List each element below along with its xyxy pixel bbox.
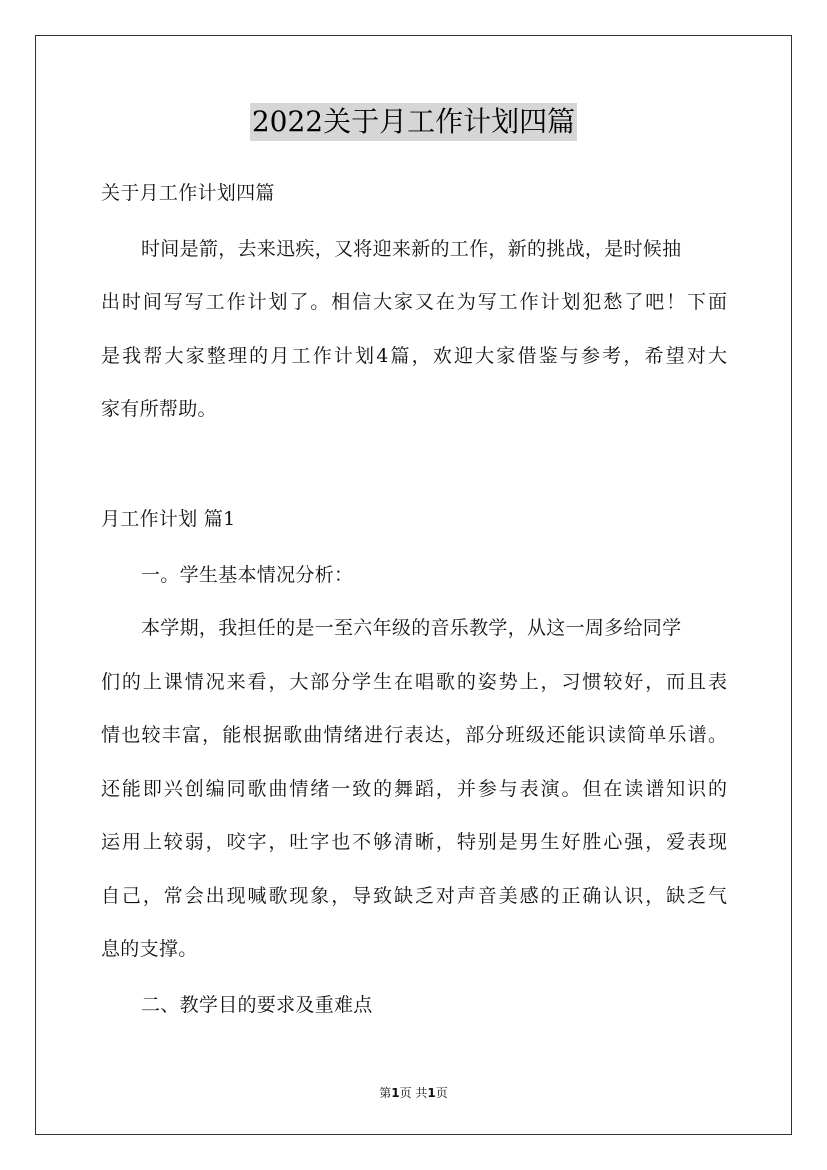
item-heading-2: 二、教学目的要求及重难点: [141, 994, 373, 1016]
footer-page-mid: 页 共: [399, 1086, 428, 1100]
intro-line-2: 出时间写写工作计划了。相信大家又在为写工作计划犯愁了吧！下面: [101, 291, 727, 313]
footer-page-suffix: 页: [435, 1086, 448, 1100]
document-title: 2022关于月工作计划四篇: [250, 103, 577, 141]
title-container: [0, 103, 827, 141]
footer-page-prefix: 第: [379, 1086, 392, 1100]
paragraph-line-3: 情也较丰富，能根据歌曲情绪进行表达，部分班级还能识读简单乐谱。: [101, 724, 727, 746]
section-heading: 月工作计划 篇1: [101, 508, 236, 530]
page-footer: [0, 1085, 827, 1101]
footer-total-pages: 1: [427, 1086, 436, 1100]
paragraph-line-2: 们的上课情况来看，大部分学生在唱歌的姿势上，习惯较好，而且表: [101, 671, 727, 693]
paragraph-line-7: 息的支撑。: [101, 938, 198, 960]
paragraph-line-6: 自己，常会出现喊歌现象，导致缺乏对声音美感的正确认识，缺乏气: [101, 885, 727, 907]
paragraph-line-1: 本学期，我担任的是一至六年级的音乐教学，从这一周多给同学: [141, 617, 682, 639]
paragraph-line-5: 运用上较弱，咬字，吐字也不够清晰，特别是男生好胜心强，爱表现: [101, 831, 727, 853]
footer-page-number: 1: [391, 1086, 400, 1100]
item-heading-1: 一。学生基本情况分析：: [141, 564, 354, 586]
intro-line-4: 家有所帮助。: [101, 398, 217, 420]
intro-line-3: 是我帮大家整理的月工作计划4篇，欢迎大家借鉴与参考，希望对大: [101, 345, 727, 367]
subtitle: 关于月工作计划四篇: [101, 182, 275, 204]
intro-line-1: 时间是箭，去来迅疾，又将迎来新的工作，新的挑战，是时候抽: [141, 238, 682, 260]
paragraph-line-4: 还能即兴创编同歌曲情绪一致的舞蹈，并参与表演。但在读谱知识的: [101, 778, 727, 800]
